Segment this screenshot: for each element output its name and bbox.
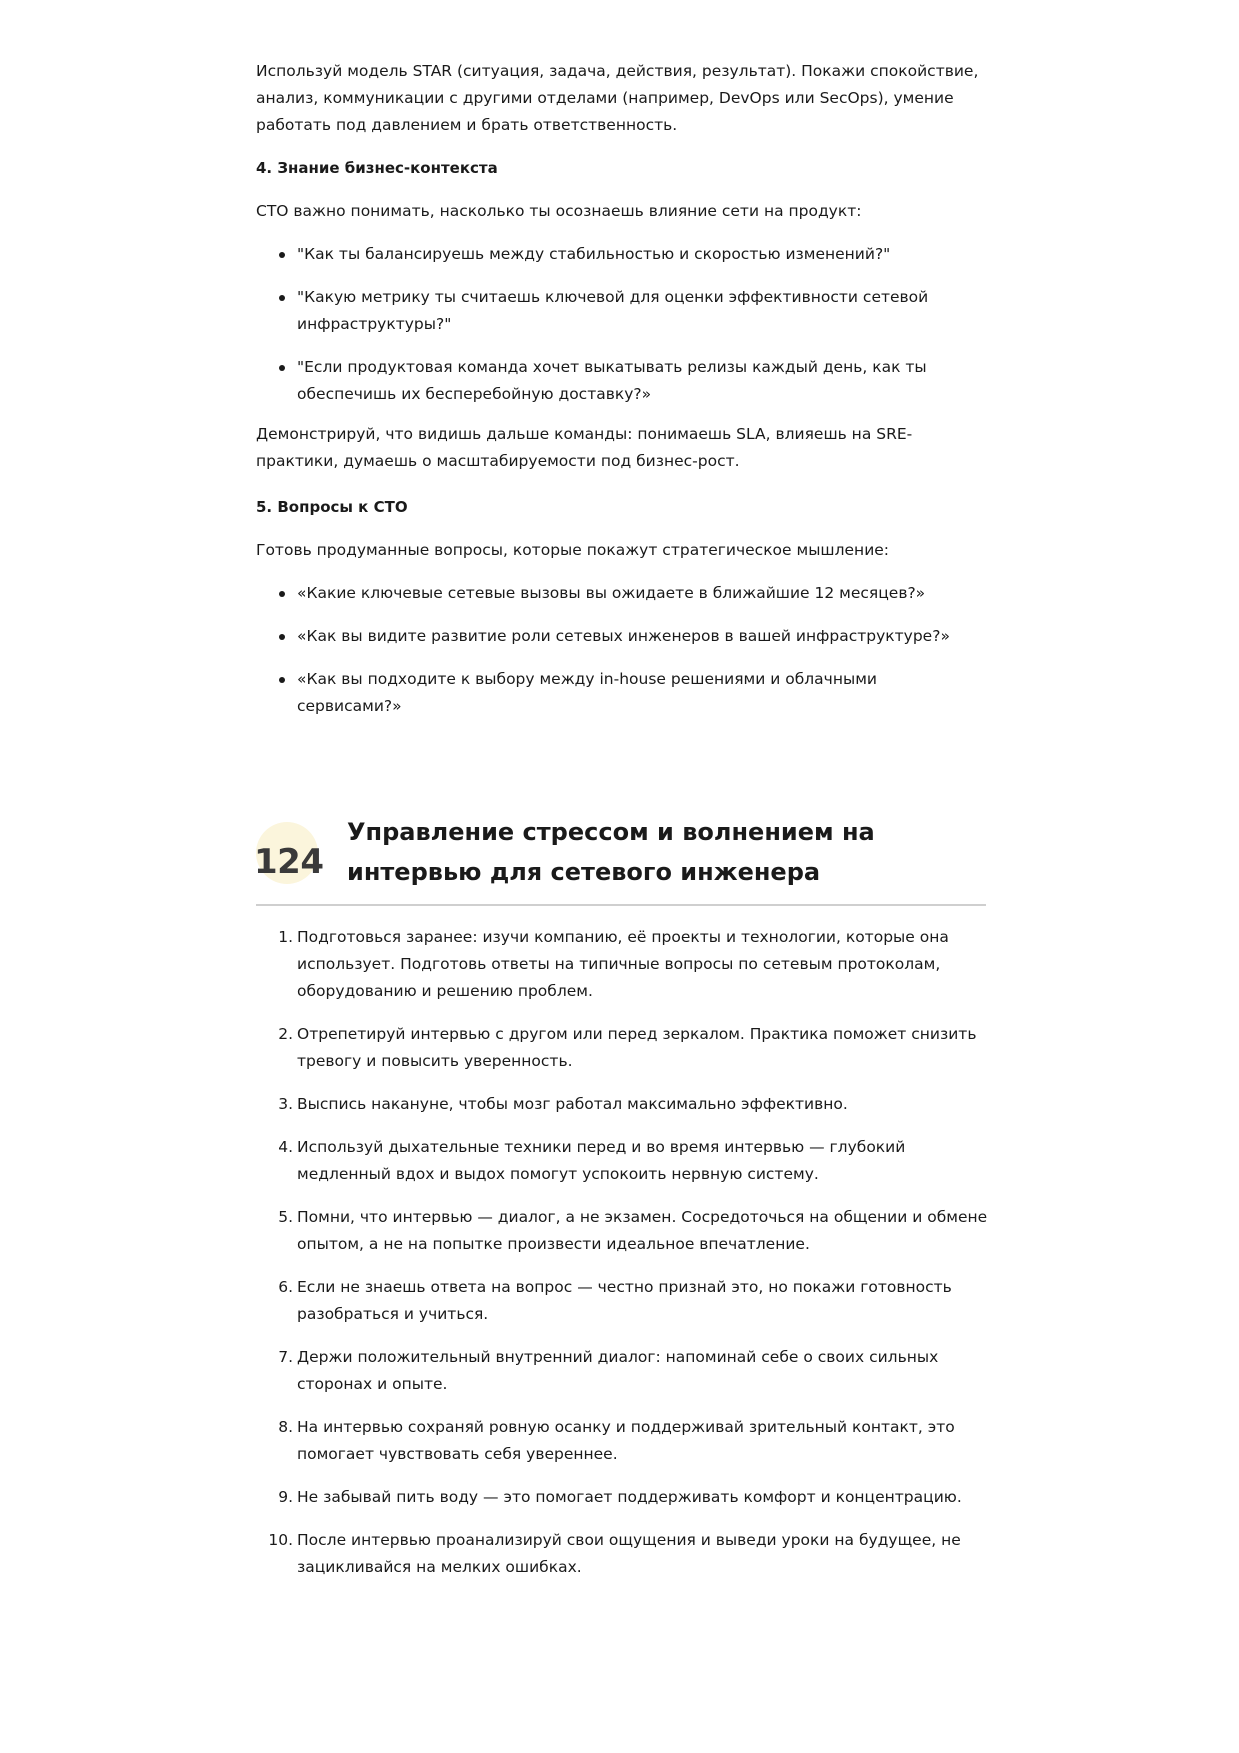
section4-heading: 4. Знание бизнес-контекста xyxy=(256,159,498,177)
section4-lead: CTO важно понимать, насколько ты осознаешь влияние сети на продукт: xyxy=(256,202,862,220)
list-item: 8. На интервью сохраняй ровную осанку и поддерживай зрительный контакт, это помогает чувствовать себя увереннее. xyxy=(278,1418,955,1463)
section5-heading: 5. Вопросы к CTO xyxy=(256,498,408,516)
list-item: 4. Используй дыхательные техники перед и во время интервью — глубокий медленный вдох и выдох помогут успокоить нервную систему. xyxy=(278,1138,906,1183)
chapter-header xyxy=(256,812,986,906)
chapter-number: 124 xyxy=(254,842,324,882)
bullet-icon xyxy=(279,677,285,683)
section5-lead: Готовь продуманные вопросы, которые покажут стратегическое мышление: xyxy=(256,541,890,559)
bullet-icon xyxy=(279,252,285,258)
chapter-title: Управление стрессом и волнением на интервью для сетевого инженера xyxy=(347,818,875,886)
list-item: 2. Отрепетируй интервью с другом или перед зеркалом. Практика поможет снизить тревогу и повысить уверенность. xyxy=(278,1025,977,1070)
list-item: "Какую метрику ты считаешь ключевой для оценки эффективности сетевой инфраструктуры?" xyxy=(256,284,986,338)
list-item: «Какие ключевые сетевые вызовы вы ожидаете в ближайшие 12 месяцев?» xyxy=(256,580,986,607)
list-item: 6. Если не знаешь ответа на вопрос — честно признай это, но покажи готовность разобраться и учиться. xyxy=(278,1278,952,1323)
list-item: 1. Подготовься заранее: изучи компанию, её проекты и технологии, которые она использует. Подготовь ответы на типичные вопросы по сетевым протоколам, оборудованию и решению проблем. xyxy=(278,928,949,1000)
list-item: 3. Выспись накануне, чтобы мозг работал максимально эффективно. xyxy=(278,1095,848,1113)
list-item: 5. Помни, что интервью — диалог, а не экзамен. Сосредоточься на общении и обмене опытом, а не на попытке произвести идеальное впечатление. xyxy=(278,1208,988,1253)
section4-list xyxy=(256,241,986,408)
chapter-list xyxy=(256,924,996,1581)
intro-paragraph: Используй модель STAR (ситуация, задача, действия, результат). Покажи спокойствие, анализ, коммуникации с другими отделами (например, DevOps или SecOps), умение работать под давлением и брать ответственность. xyxy=(256,62,979,134)
list-item: 7. Держи положительный внутренний диалог: напоминай себе о своих сильных сторонах и опыте. xyxy=(278,1348,939,1393)
list-item: «Как вы подходите к выбору между in-house решениями и облачными сервисами?» xyxy=(256,666,986,720)
section4-closing: Демонстрируй, что видишь дальше команды: понимаешь SLA, влияешь на SRE-практики, думаешь о масштабируемости под бизнес-рост. xyxy=(256,425,913,470)
list-item: "Если продуктовая команда хочет выкатывать релизы каждый день, как ты обеспечишь их бесперебойную доставку?» xyxy=(256,354,986,408)
list-item: "Как ты балансируешь между стабильностью и скоростью изменений?" xyxy=(256,241,986,268)
list-item: 9. Не забывай пить воду — это помогает поддерживать комфорт и концентрацию. xyxy=(278,1488,962,1506)
bullet-icon xyxy=(279,634,285,640)
chapter-number-badge xyxy=(254,822,324,884)
bullet-icon xyxy=(279,591,285,597)
bullet-icon xyxy=(279,365,285,371)
list-item: «Как вы видите развитие роли сетевых инженеров в вашей инфраструктуре?» xyxy=(256,623,986,650)
list-item: 10. После интервью проанализируй свои ощущения и выведи уроки на будущее, не зацикливайся на мелких ошибках. xyxy=(268,1531,961,1576)
section5-list xyxy=(256,580,986,720)
bullet-icon xyxy=(279,295,285,301)
